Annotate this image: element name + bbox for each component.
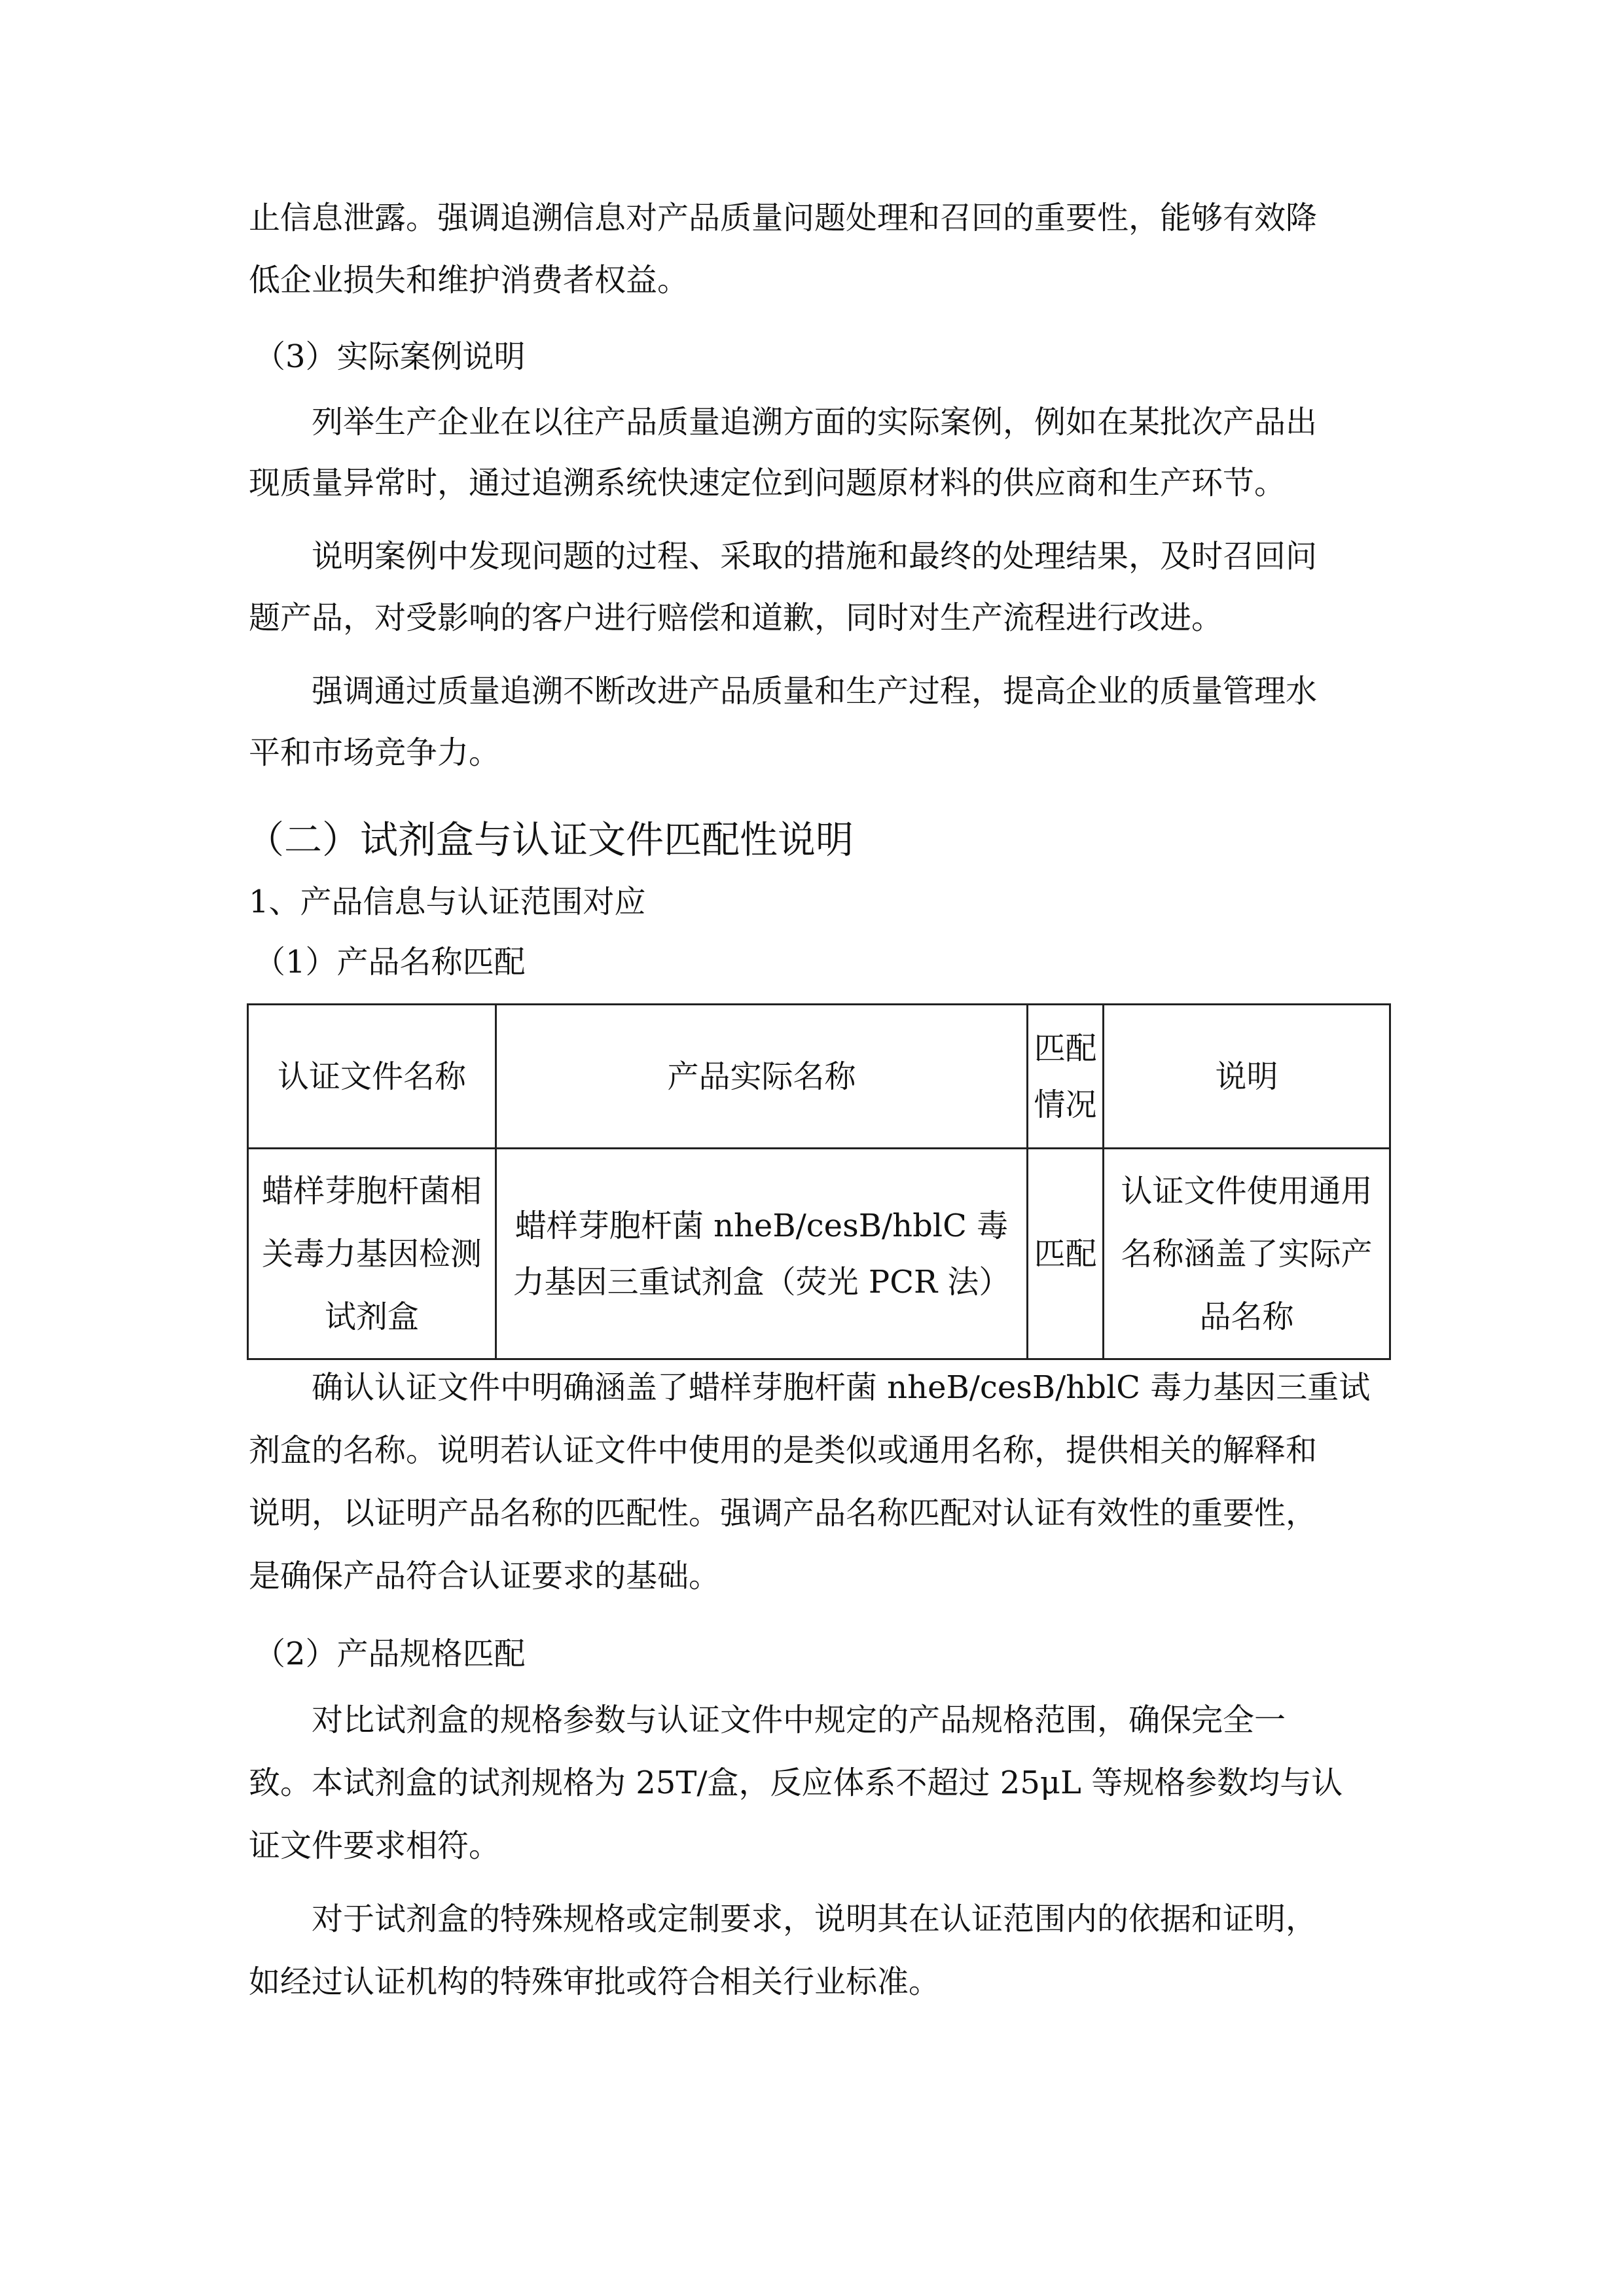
table-cell: 匹配: [1028, 1149, 1104, 1359]
paragraph-line: 是确保产品符合认证要求的基础。: [249, 1558, 721, 1594]
table-header-cell: 认证文件名称: [248, 1005, 496, 1149]
paragraph-line: 剂盒的名称。说明若认证文件中使用的是类似或通用名称，提供相关的解释和: [249, 1432, 1318, 1469]
paragraph-line: 止信息泄露。强调追溯信息对产品质量问题处理和召回的重要性，能够有效降: [249, 200, 1318, 236]
subsection-title: （1）产品名称匹配: [254, 944, 526, 980]
paragraph-line: 说明，以证明产品名称的匹配性。强调产品名称匹配对认证有效性的重要性，: [249, 1495, 1318, 1532]
paragraph-line: 现质量异常时，通过追溯系统快速定位到问题原材料的供应商和生产环节。: [249, 465, 1286, 501]
case-section-title: （3）实际案例说明: [254, 338, 526, 375]
paragraph-line: 说明案例中发现问题的过程、采取的措施和最终的处理结果，及时召回问: [312, 538, 1318, 575]
table-cell: 蜡样芽胞杆菌 nheB/cesB/hblC 毒力基因三重试剂盒（荧光 PCR 法）: [496, 1149, 1028, 1359]
paragraph-line: 低企业损失和维护消费者权益。: [249, 262, 689, 298]
table-row: [248, 1149, 1390, 1359]
name-match-table: [247, 1003, 1391, 1360]
table-header-cell: 产品实际名称: [496, 1005, 1028, 1149]
paragraph-line: 致。本试剂盒的试剂规格为 25T/盒，反应体系不超过 25μL 等规格参数均与认: [249, 1765, 1343, 1801]
paragraph-line: 如经过认证机构的特殊审批或符合相关行业标准。: [249, 1964, 941, 2000]
paragraph-line: 强调通过质量追溯不断改进产品质量和生产过程，提高企业的质量管理水: [312, 673, 1318, 709]
paragraph-line: 确认认证文件中明确涵盖了蜡样芽胞杆菌 nheB/cesB/hblC 毒力基因三重试: [312, 1369, 1371, 1406]
table-cell: 蜡样芽胞杆菌相关毒力基因检测试剂盒: [248, 1149, 496, 1359]
section-heading: （二）试剂盒与认证文件匹配性说明: [246, 817, 854, 862]
paragraph-line: 对于试剂盒的特殊规格或定制要求，说明其在认证范围内的依据和证明，: [312, 1901, 1318, 1937]
table-header-row: [248, 1005, 1390, 1149]
paragraph-line: 列举生产企业在以往产品质量追溯方面的实际案例，例如在某批次产品出: [312, 404, 1318, 440]
table-header-cell: 匹配情况: [1028, 1005, 1104, 1149]
table-cell: 认证文件使用通用名称涵盖了实际产品名称: [1104, 1149, 1390, 1359]
paragraph-line: 对比试剂盒的规格参数与认证文件中规定的产品规格范围，确保完全一: [312, 1702, 1286, 1738]
paragraph-line: 平和市场竞争力。: [249, 734, 501, 771]
paragraph-line: 题产品，对受影响的客户进行赔偿和道歉，同时对生产流程进行改进。: [249, 600, 1223, 636]
subsection-title: 1、产品信息与认证范围对应: [249, 884, 646, 920]
table-header-cell: 说明: [1104, 1005, 1390, 1149]
spec-section-title: （2）产品规格匹配: [254, 1636, 526, 1672]
paragraph-line: 证文件要求相符。: [249, 1827, 501, 1864]
